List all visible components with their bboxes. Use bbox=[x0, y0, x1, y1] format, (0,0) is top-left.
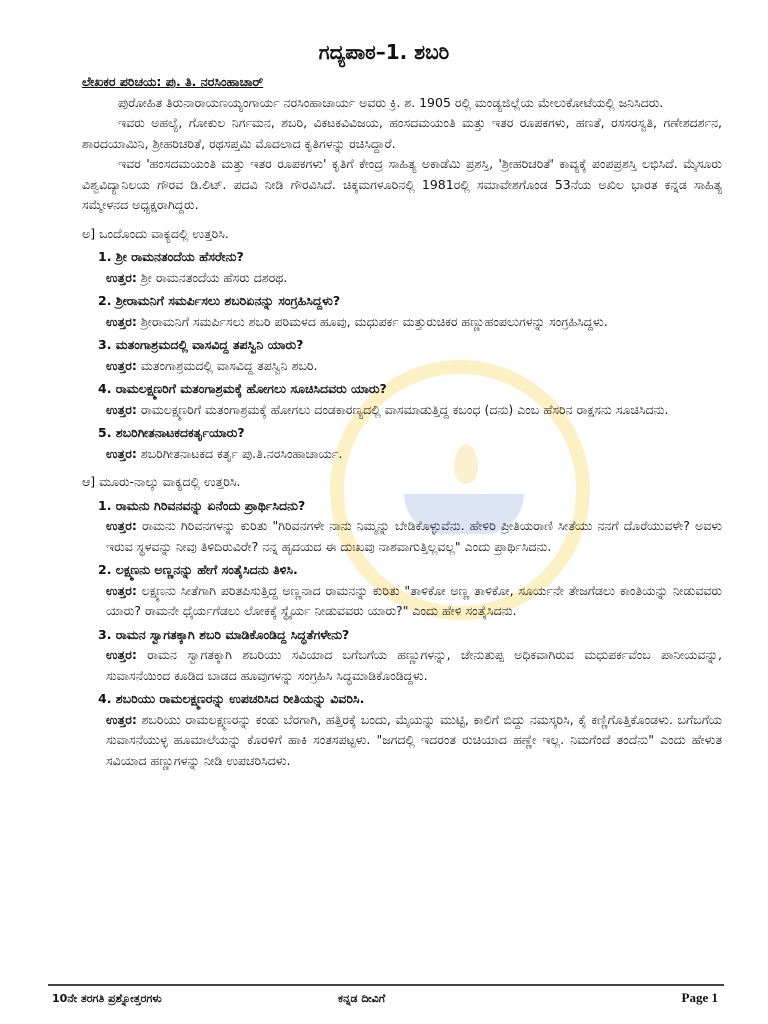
section-b-heading: ಆ] ಮೂರು-ನಾಲ್ಕು ವಾಕ್ಯದಲ್ಲಿ ಉತ್ತರಿಸಿ. bbox=[82, 474, 241, 489]
answer bbox=[106, 444, 722, 465]
section-a-list bbox=[82, 247, 722, 464]
answer-text: ರಾಮಲಕ್ಷ್ಮಣರಿಗೆ ಮತಂಗಾಶ್ರಮಕ್ಕೆ ಹೋಗಲು ದಂಡಕಾರಣ್ಯದಲ್ಲಿ ವಾಸಮಾಡುತ್ತಿದ್ದ ಕಬಂಧ (ದನು) ಎಂಬ ಹೆಸರಿನ ರಾಕ್ಷಸನು ಸೂಚಿಸಿದನು. bbox=[140, 401, 669, 417]
qa-item bbox=[82, 247, 722, 288]
question: 3. ರಾಮನ ಸ್ವಾಗತಕ್ಕಾಗಿ ಶಬರಿ ಮಾಡಿಕೊಂಡಿದ್ದ ಸಿದ್ಧತೆಗಳೇನು? bbox=[98, 626, 350, 642]
question: 4. ರಾಮಲಕ್ಷ್ಮಣರಿಗೆ ಮತಂಗಾಶ್ರಮಕ್ಕೆ ಹೋಗಲು ಸೂಚಿಸಿದವರು ಯಾರು? bbox=[98, 381, 387, 396]
question: 3. ಮತಂಗಾಶ್ರಮದಲ್ಲಿ ವಾಸವಿದ್ದ ತಪಸ್ವಿನಿ ಯಾರು? bbox=[98, 337, 304, 352]
qa-item bbox=[82, 625, 722, 687]
answer-text: ರಾಮನು ಗಿರಿವನಗಳನ್ನು ಕುರಿತು "ಗಿರಿವನಗಳೇ ನಾನು ನಿಮ್ಮನ್ನು ಬೇಡಿಕೊಳ್ಳುವೆನು. ಹೇಳಿರಿ ಪ್ರೀತಿಯರಾಣಿ ಸೀತೆಯು ನನಗೆ ದೊರೆಯುವಳೇ? ಅವಳು ಇರುವ ಸ್ಥಳವನ್ನು ನೀವು ತಿಳಿದಿರುವಿರೇ? ನನ್ನ ಹೃದಯದ ಈ ದುಃಖವು ನಾಶವಾಗುತ್ತಿಲ್ಲವಲ್ಲ" ಎಂದು ಪ್ರಾರ್ಥಿಸಿದನು. bbox=[106, 518, 722, 554]
answer bbox=[106, 400, 722, 421]
author-intro-label: ಲೇಖಕರ ಪರಿಚಯ: ಪು. ತಿ. ನರಸಿಂಹಾಚಾರ್ bbox=[82, 74, 264, 89]
answer-label: ಉತ್ತರ: bbox=[106, 269, 137, 285]
answer-label: ಉತ್ತರ: bbox=[106, 711, 137, 727]
qa-item bbox=[82, 423, 722, 464]
answer bbox=[106, 645, 722, 686]
answer-text: ರಾಮನ ಸ್ವಾಗತಕ್ಕಾಗಿ ಶಬರಿಯು ಸವಿಯಾದ ಬಗೆಬಗೆಯ ಹಣ್ಣುಗಳನ್ನು, ಜೇನುತುಪ್ಪ ಅಧಿಕವಾಗಿರುವ ಮಧುಪರ್ಕವೆಂಬ ಪಾನೀಯವನ್ನು, ಸುವಾಸನೆಯಿಂದ ಕೂಡಿದ ಬಾಡದ ಹೂವುಗಳನ್ನು ಸಂಗ್ರಹಿಸಿ ಸಿದ್ಧಮಾಡಿಕೊಂಡಿದ್ದಳು. bbox=[106, 647, 722, 683]
answer-label: ಉತ್ತರ: bbox=[106, 518, 137, 533]
section-b-list bbox=[82, 496, 722, 772]
qa-item bbox=[82, 379, 722, 420]
answer-label: ಉತ್ತರ: bbox=[106, 582, 137, 598]
answer-label: ಉತ್ತರ: bbox=[106, 401, 137, 417]
answer-text: ಶಬರಿಯು ರಾಮಲಕ್ಷ್ಮಣರನ್ನು ಕಂಡು ಬೆರಗಾಗಿ, ಹತ್ತಿರಕ್ಕೆ ಬಂದು, ಮೈಯನ್ನು ಮುಟ್ಟಿ, ಕಾಲಿಗೆ ಬಿದ್ದು ನಮಸ್ಕರಿಸಿ, ಕೈ ಕಣ್ಣಿಗೊತ್ತಿಕೊಂಡಳು. ಬಗೆಬಗೆಯ ಸುವಾಸನೆಯುಳ್ಳ ಹೂಮಾಲೆಯನ್ನು ಕೊರಳಿಗೆ ಹಾಕಿ ಸಂತಸಪಟ್ಟಳು. "ಜಗದಲ್ಲಿ ಇದರಂತ ರುಚಿಯಾದ ಹಣ್ಣೇ ಇಲ್ಲ. ನಿಮಗೆಂದೆ ತಂದೆನು" ಎಂದು ಹೇಳುತ ಸವಿಯಾದ ಹಣ್ಣುಗಳನ್ನು ನೀಡಿ ಉಪಚರಿಸಿದಳು. bbox=[106, 711, 722, 768]
qa-item bbox=[82, 689, 722, 771]
question: 1. ಶ್ರೀ ರಾಮನತಂದೆಯ ಹೆಸರೇನು? bbox=[98, 249, 244, 264]
answer-label: ಉತ್ತರ: bbox=[106, 313, 137, 329]
page-footer bbox=[48, 984, 724, 1016]
answer-text: ಲಕ್ಷ್ಮಣನು ಸೀತೆಗಾಗಿ ಪರಿತಪಿಸುತ್ತಿದ್ದ ಅಣ್ಣನಾದ ರಾಮನನ್ನು ಕುರಿತು "ತಾಳಿಕೋ ಅಣ್ಣ ತಾಳಿಕೋ, ಸೂರ್ಯನೇ ತೇಜಗೆಡಲು ಕಾಂತಿಯನ್ನು ನೀಡುವವರು ಯಾರು? ರಾಮನೇ ಧೈರ್ಯಗೆಡಲು ಲೋಕಕ್ಕೆ ಸ್ಥೈರ್ಯ ನೀಡುವವರು ಯಾರು?" ಎಂದು ಹೇಳಿ ಸಂತೈಸಿದನು. bbox=[106, 582, 722, 618]
section-a-heading: ಅ] ಒಂದೊಂದು ವಾಕ್ಯದಲ್ಲಿ ಉತ್ತರಿಸಿ. bbox=[82, 225, 229, 241]
answer bbox=[106, 581, 722, 622]
answer bbox=[106, 268, 722, 289]
footer-left-text: 10ನೇ ತರಗತಿ ಪ್ರಶ್ನೋತ್ತರಗಳು bbox=[52, 992, 162, 1005]
answer bbox=[106, 516, 722, 557]
qa-item bbox=[82, 496, 722, 558]
question: 5. ಶಬರಿಗೀತನಾಟಕದಕರ್ತೃಯಾರು? bbox=[98, 425, 245, 440]
answer-label: ಉತ್ತರ: bbox=[106, 357, 137, 373]
footer-center-text: ಕನ್ನಡ ದೀವಿಗೆ bbox=[338, 992, 386, 1005]
answer-label: ಉತ್ತರ: bbox=[106, 445, 137, 461]
page-number: Page 1 bbox=[681, 990, 718, 1005]
author-intro-paragraph-2: ಇವರು ಅಹಲ್ಯೆ, ಗೋಕುಲ ನಿರ್ಗಮನ, ಶಬರಿ, ವಿಕಟಕವಿವಿಜಯ, ಹಂಸದಮಯಂತಿ ಮತ್ತು ಇತರ ರೂಪಕಗಳು, ಹಣತೆ, ರಸಸರಸ್ವತಿ, ಗಣೇಶದರ್ಶನ, ಶಾರದಯಾಮಿನಿ, ಶ್ರೀಹರಿಚರಿತೆ, ರಥಸಪ್ತಮಿ ಮೊದಲಾದ ಕೃತಿಗಳನ್ನು ರಚಿಸಿದ್ದಾರೆ. bbox=[82, 115, 722, 151]
author-intro-paragraph-1: ಪುರೋಹಿತ ತಿರುನಾರಾಯಣಯ್ಯಂಗಾರ್ಯ ನರಸಿಂಹಾಚಾರ್ಯ ಅವರು ಕ್ರಿ. ಶ. 1905 ರಲ್ಲಿ ಮಂಡ್ಯಜಿಲ್ಲೆಯ ಮೇಲುಕೋಟೆಯಲ್ಲಿ ಜನಿಸಿದರು. bbox=[118, 94, 664, 110]
answer bbox=[106, 356, 722, 377]
page-title: ಗದ್ಯಪಾಠ–1. ಶಬರಿ bbox=[318, 40, 450, 64]
answer-text: ಶಬರಿಗೀತನಾಟಕದ ಕರ್ತೃ ಪು.ತಿ.ನರಸಿಂಹಾಚಾರ್ಯ. bbox=[140, 445, 343, 461]
document-content bbox=[82, 72, 722, 771]
author-intro-paragraph-3: ಇವರ 'ಹಂಸದಮಯಂತಿ ಮತ್ತು ಇತರ ರೂಪಕಗಳು' ಕೃತಿಗೆ ಕೇಂದ್ರ ಸಾಹಿತ್ಯ ಅಕಾಡೆಮಿ ಪ್ರಶಸ್ತಿ, 'ಶ್ರೀಹರಿಚರಿತೆ' ಕಾವ್ಯಕ್ಕೆ ಪಂಪಪ್ರಶಸ್ತಿ ಲಭಿಸಿದೆ. ಮೈಸೂರು ವಿಶ್ವವಿದ್ಯಾನಿಲಯ ಗೌರವ ಡಿ.ಲಿಟ್. ಪದವಿ ನೀಡಿ ಗೌರವಿಸಿದೆ. ಚಿಕ್ಕಮಗಳೂರಿನಲ್ಲಿ 1981ರಲ್ಲಿ ಸಮಾವೇಶಗೊಂಡ 53ನೆಯ ಅಖಿಲ ಭಾರತ ಕನ್ನಡ ಸಾಹಿತ್ಯ ಸಮ್ಮೇಳನದ ಅಧ್ಯಕ್ಷರಾಗಿದ್ದರು. bbox=[82, 156, 722, 212]
answer-text: ಶ್ರೀರಾಮನಿಗೆ ಸಮರ್ಪಿಸಲು ಶಬರಿ ಪರಿಮಳದ ಹೂವು, ಮಧುಪರ್ಕ ಮತ್ತುರುಚಿಕರ ಹಣ್ಣುಹಂಪಲುಗಳನ್ನು ಸಂಗ್ರಹಿಸಿದ್ದಳು. bbox=[140, 313, 608, 329]
answer bbox=[106, 710, 722, 772]
qa-item bbox=[82, 560, 722, 622]
answer-text: ಮತಂಗಾಶ್ರಮದಲ್ಲಿ ವಾಸವಿದ್ದ ತಪಸ್ವಿನಿ ಶಬರಿ. bbox=[140, 357, 318, 373]
answer bbox=[106, 312, 722, 333]
question: 2. ಲಕ್ಷ್ಮಣನು ಅಣ್ಣನನ್ನು ಹೇಗೆ ಸಂತೈಸಿದನು ತಿಳಿಸಿ. bbox=[98, 562, 298, 577]
qa-item bbox=[82, 335, 722, 376]
answer-text: ಶ್ರೀ ರಾಮನತಂದೆಯ ಹೆಸರು ದಶರಥ. bbox=[140, 269, 288, 285]
answer-label: ಉತ್ತರ: bbox=[106, 647, 137, 662]
question: 1. ರಾಮನು ಗಿರಿವನವನ್ನು ಏನೆಂದು ಪ್ರಾರ್ಥಿಸಿದನು? bbox=[98, 497, 306, 513]
question: 4. ಶಬರಿಯು ರಾಮಲಕ್ಷ್ಮಣರನ್ನು ಉಪಚರಿಸಿದ ರೀತಿಯನ್ನು ವಿವರಿಸಿ. bbox=[98, 691, 365, 706]
question: 2. ಶ್ರೀರಾಮನಿಗೆ ಸಮರ್ಪಿಸಲು ಶಬರಿಏನನ್ನು ಸಂಗ್ರಹಿಸಿದ್ದಳು? bbox=[98, 293, 341, 308]
qa-item bbox=[82, 291, 722, 332]
